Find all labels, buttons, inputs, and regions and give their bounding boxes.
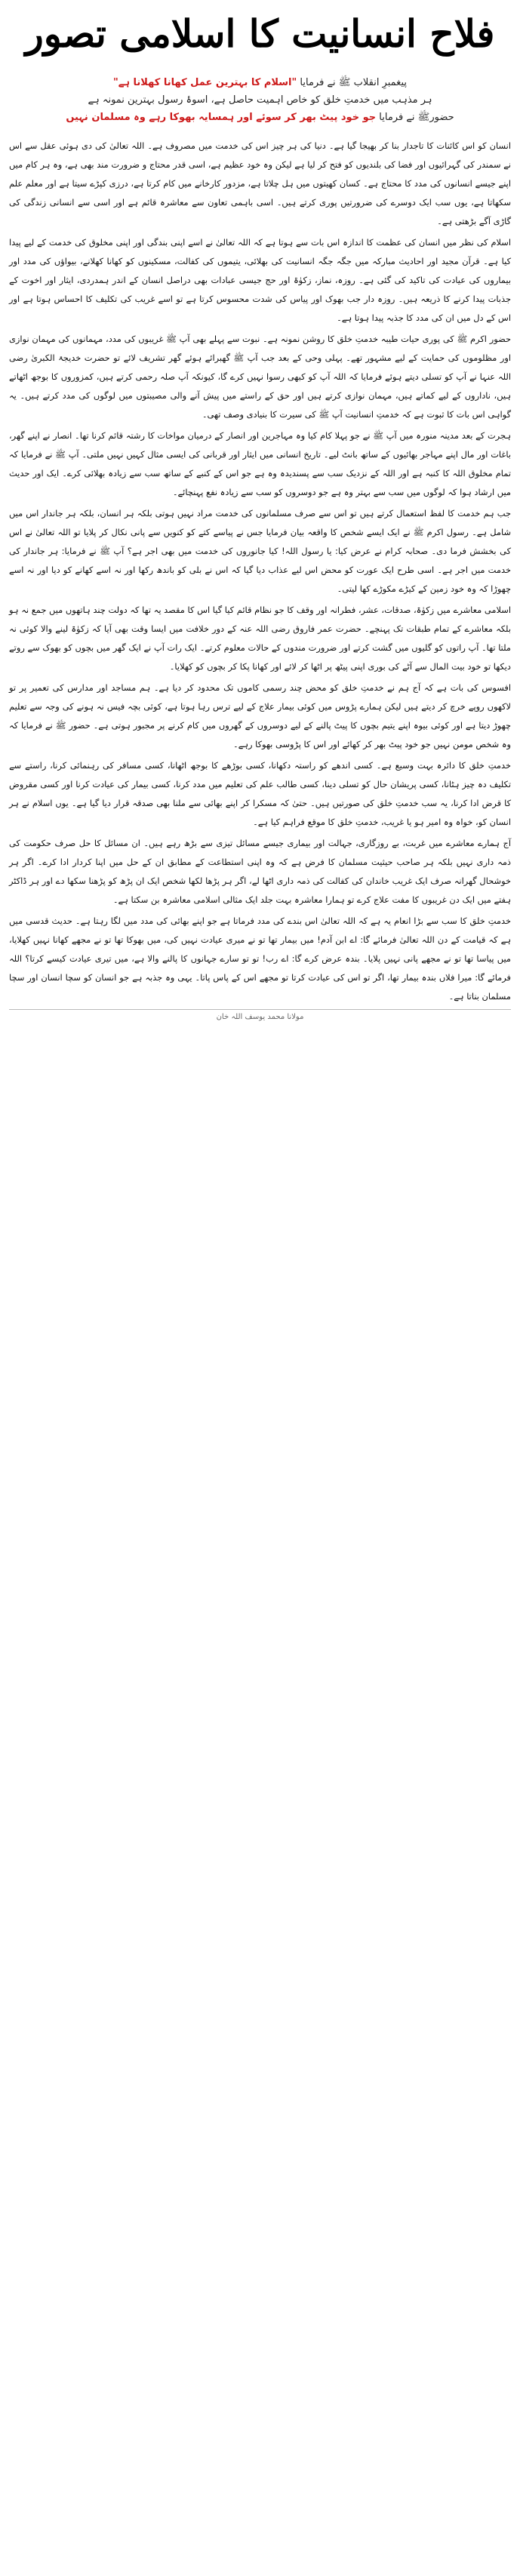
body-paragraph: اسلامی معاشرے میں زکوٰۃ، صدقات، عشر، فطرانہ اور وقف کا جو نظام قائم کیا گیا اس کا مقصد یہ تھا کہ دولت چند ہاتھوں میں جمع نہ ہو بلکہ معاشرے کے تمام طبقات تک پہنچے۔ حضرت عمر فاروق رضی اللہ عنہ کے دور خلافت میں ایسا وقت بھی آیا کہ زکوٰۃ لینے والا کوئی نہ ملتا تھا۔ آپ راتوں کو گلیوں میں گشت کرتے اور ضرورت مندوں کے حالات معلوم کرتے۔ ایک رات آپ نے ایک گھر میں بچوں کو بھوک سے روتے دیکھا تو خود بیت المال سے آٹے کی بوری اپنی پیٹھ پر اٹھا کر لائے اور کھانا پکا کر بچوں کو کھلایا۔: [9, 605, 511, 672]
body-paragraph: آج ہمارے معاشرے میں غربت، بے روزگاری، جہالت اور بیماری جیسے مسائل تیزی سے بڑھ رہے ہیں۔ ان مسائل کا حل صرف حکومت کی ذمہ داری نہیں بلکہ ہر صاحب حیثیت مسلمان کا فرض ہے کہ وہ اپنی استطاعت کے مطابق ان کے حل میں اپنا کردار ادا کرے۔ اگر ہر خوشحال گھرانہ صرف ایک غریب خاندان کی کفالت کی ذمہ داری اٹھا لے، اگر ہر پڑھا لکھا شخص ایک ان پڑھ کو پڑھنا سکھا دے اور ہر ڈاکٹر ہفتے میں ایک دن غریبوں کا مفت علاج کرے تو ہمارا معاشرہ بہت جلد ایک مثالی اسلامی معاشرہ بن سکتا ہے۔: [9, 838, 511, 905]
article-body: [9, 137, 511, 1006]
body-paragraph: ہجرت کے بعد مدینہ منورہ میں آپ ﷺ نے جو پہلا کام کیا وہ مہاجرین اور انصار کے درمیان مواخات کا رشتہ قائم کرنا تھا۔ انصار نے اپنے گھر، باغات اور مال اپنے مہاجر بھائیوں کے ساتھ بانٹ لیے۔ تاریخ انسانی میں ایثار اور قربانی کی ایسی مثال کہیں نہیں ملتی۔ آپ ﷺ نے فرمایا کہ تمام مخلوق اللہ کا کنبہ ہے اور اللہ کے نزدیک سب سے پسندیدہ وہ ہے جو اس کے کنبے کے ساتھ سب سے زیادہ بھلائی کرے۔ ایک اور حدیث میں ارشاد ہوا کہ لوگوں میں سب سے بہتر وہ ہے جو دوسروں کو سب سے زیادہ نفع پہنچائے۔: [9, 430, 511, 497]
headline: فلاح انسانیت کا اسلامی تصور: [25, 11, 495, 56]
subhead-3-text: حضورﷺ نے فرمایا: [376, 112, 454, 123]
subhead-1-text: پیغمبرِ انقلاب ﷺ نے فرمایا: [297, 77, 407, 88]
subhead-3-highlight: جو خود پیٹ بھر کر سوئے اور ہمسایہ بھوکا رہے وہ مسلمان نہیں: [66, 112, 377, 123]
subhead-1: [9, 74, 511, 91]
subhead-3: [9, 109, 511, 126]
subhead-2: [9, 91, 511, 109]
subhead-2-text: ہر مذہب میں خدمتِ خلق کو خاص اہمیت حاصل ہے، اسوۂ رسول بہترین نمونہ ہے: [88, 94, 432, 106]
author-byline: مولانا محمد یوسف اللہ خان: [9, 1009, 511, 1021]
subhead-1-highlight: "اسلام کا بہترین عمل کھانا کھلانا ہے": [113, 77, 297, 88]
subheads: [9, 74, 511, 126]
body-paragraph: خدمتِ خلق کا سب سے بڑا انعام یہ ہے کہ اللہ تعالیٰ اس بندے کی مدد فرماتا ہے جو اپنے بھائی کی مدد میں لگا رہتا ہے۔ حدیث قدسی میں ہے کہ قیامت کے دن اللہ تعالیٰ فرمائے گا: اے ابن آدم! میں بیمار تھا تو نے میری عیادت نہیں کی، میں بھوکا تھا تو نے مجھے کھانا نہیں کھلایا، میں پیاسا تھا تو نے مجھے پانی نہیں پلایا۔ بندہ عرض کرے گا: اے رب! تو تو سارے جہانوں کا پالنے والا ہے، میں تیری عیادت کیسے کرتا؟ اللہ فرمائے گا: میرا فلاں بندہ بیمار تھا، اگر تو اس کی عیادت کرتا تو مجھے اس کے پاس پاتا۔ یہی وہ جذبہ ہے جو انسان کو سچا انسان اور سچا مسلمان بناتا ہے۔: [9, 916, 511, 1002]
body-paragraph: خدمتِ خلق کا دائرہ بہت وسیع ہے۔ کسی اندھے کو راستہ دکھانا، کسی بوڑھے کا بوجھ اٹھانا، کسی مسافر کی رہنمائی کرنا، راستے سے تکلیف دہ چیز ہٹانا، کسی پریشان حال کو تسلی دینا، کسی طالب علم کی تعلیم میں مدد کرنا، کسی بیمار کی عیادت کرنا اور کسی مقروض کا قرض ادا کرنا، یہ سب خدمتِ خلق کی صورتیں ہیں۔ حتیٰ کہ مسکرا کر اپنے بھائی سے ملنا بھی صدقہ قرار دیا گیا ہے۔ یوں اسلام نے ہر انسان کو، خواہ وہ امیر ہو یا غریب، خدمتِ خلق کا موقع فراہم کیا ہے۔: [9, 760, 511, 827]
body-paragraph: جب ہم خدمت کا لفظ استعمال کرتے ہیں تو اس سے صرف مسلمانوں کی خدمت مراد نہیں ہوتی بلکہ ہر انسان، بلکہ ہر جاندار اس میں شامل ہے۔ رسول اکرم ﷺ نے ایک ایسے شخص کا واقعہ بیان فرمایا جس نے پیاسے کتے کو کنویں سے پانی نکال کر پلایا تو اللہ تعالیٰ نے اس کی بخشش فرما دی۔ صحابہ کرام نے عرض کیا: یا رسول اللہ! کیا جانوروں کی خدمت میں بھی اجر ہے؟ آپ ﷺ نے فرمایا: ہر جاندار کی خدمت میں اجر ہے۔ اسی طرح ایک عورت کو محض اس لیے عذاب دیا گیا کہ اس نے بلی کو باندھ رکھا اور نہ اسے کھانے کو دیا اور نہ اسے چھوڑا کہ وہ خود زمین کے کیڑے مکوڑے کھا لیتی۔: [9, 508, 511, 594]
body-paragraph: انسان کو اس کائنات کا تاجدار بنا کر بھیجا گیا ہے۔ دنیا کی ہر چیز اس کی خدمت میں مصروف ہے۔ اللہ تعالیٰ کی دی ہوئی عقل سے اس نے سمندر کی گہرائیوں اور فضا کی بلندیوں کو فتح کر لیا ہے لیکن وہ خود عظیم ہے، اسی قدر محتاج و ضرورت مند بھی ہے، وہ ہر کام میں اپنے جیسے انسانوں کی مدد کا محتاج ہے۔ کسان کھیتوں میں ہل چلاتا ہے، مزدور کارخانے میں کام کرتا ہے، درزی کپڑے سیتا ہے اور معلم علم سکھاتا ہے، یوں سب ایک دوسرے کی ضرورتیں پوری کرتے ہیں۔ اسی باہمی تعاون سے معاشرہ قائم ہے اور اسی سے انسانی زندگی کی گاڑی آگے بڑھتی ہے۔: [9, 140, 511, 226]
body-paragraph: افسوس کی بات ہے کہ آج ہم نے خدمتِ خلق کو محض چند رسمی کاموں تک محدود کر دیا ہے۔ ہم مساجد اور مدارس کی تعمیر پر تو لاکھوں روپے خرچ کر دیتے ہیں لیکن ہمارے پڑوس میں کوئی بیمار علاج کے لیے ترس رہا ہوتا ہے، کوئی بچہ فیس نہ ہونے کی وجہ سے تعلیم چھوڑ دیتا ہے اور کوئی بیوہ اپنے یتیم بچوں کا پیٹ پالنے کے لیے دوسروں کے گھروں میں کام کرنے پر مجبور ہوتی ہے۔ حضور ﷺ نے فرمایا کہ وہ شخص مومن نہیں جو خود پیٹ بھر کر کھائے اور اس کا پڑوسی بھوکا رہے۔: [9, 682, 511, 749]
body-paragraph: اسلام کی نظر میں انسان کی عظمت کا اندازہ اس بات سے ہوتا ہے کہ اللہ تعالیٰ نے اسے اپنی بندگی اور اپنی مخلوق کی خدمت کے لیے پیدا کیا ہے۔ قرآن مجید اور احادیث مبارکہ میں جگہ جگہ انسانیت کی بھلائی، یتیموں کی کفالت، مسکینوں کو کھانا کھلانے، بیواؤں کی مدد اور بیماروں کی عیادت کی تاکید کی گئی ہے۔ روزہ، نماز، زکوٰۃ اور حج جیسی عبادات بھی دراصل انسان کے اندر ہمدردی، ایثار اور اخوت کے جذبات پیدا کرنے کا ذریعہ ہیں۔ روزہ دار جب بھوک اور پیاس کی شدت محسوس کرتا ہے تو اسے غریب کی تکلیف کا احساس ہوتا ہے اور اس کے دل میں ان کی مدد کا جذبہ پیدا ہوتا ہے۔: [9, 237, 511, 323]
body-paragraph: حضور اکرم ﷺ کی پوری حیات طیبہ خدمتِ خلق کا روشن نمونہ ہے۔ نبوت سے پہلے بھی آپ ﷺ غریبوں کی مدد، مہمانوں کی مہمان نوازی اور مظلوموں کی حمایت کے لیے مشہور تھے۔ پہلی وحی کے بعد جب آپ ﷺ گھبرائے ہوئے گھر تشریف لائے تو حضرت خدیجۃ الکبریٰ رضی اللہ عنہا نے آپ کو تسلی دیتے ہوئے فرمایا کہ اللہ آپ کو کبھی رسوا نہیں کرے گا، کیونکہ آپ صلہ رحمی کرتے ہیں، کمزوروں کا بوجھ اٹھاتے ہیں، ناداروں کے لیے کماتے ہیں، مہمان نوازی کرتے ہیں اور حق کے راستے میں پیش آنے والی مصیبتوں میں لوگوں کی مدد کرتے ہیں۔ یہ گواہی اس بات کا ثبوت ہے کہ خدمتِ انسانیت آپ ﷺ کی سیرت کا بنیادی وصف تھی۔: [9, 334, 511, 420]
